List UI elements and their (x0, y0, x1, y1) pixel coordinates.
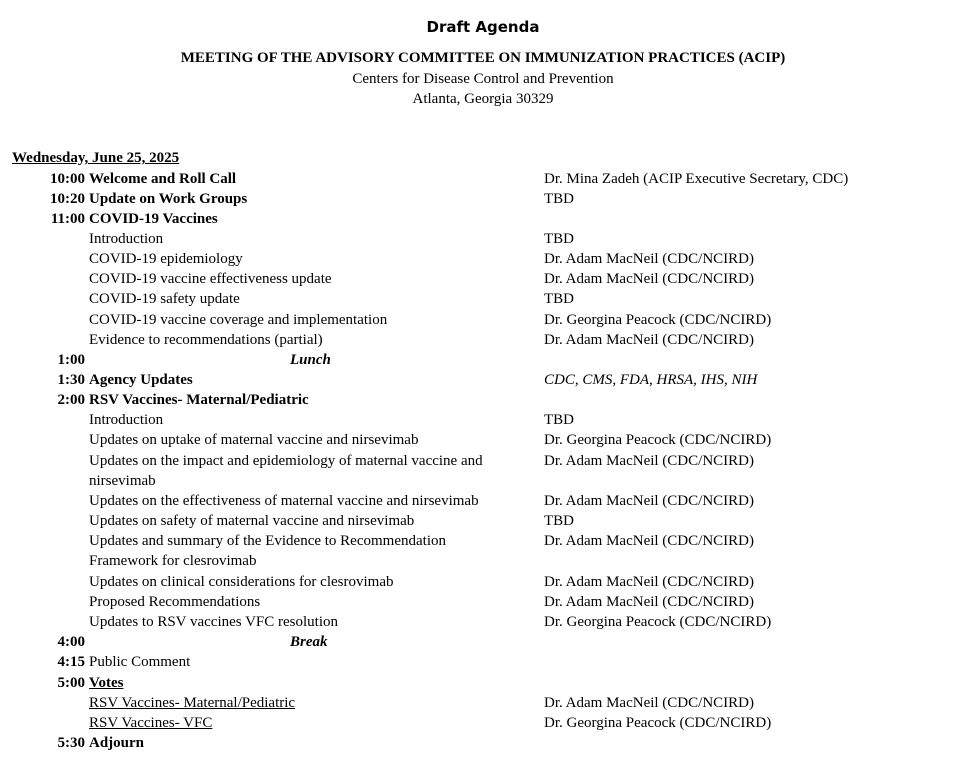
agenda-item-continuation: nirsevimab (89, 473, 156, 489)
agenda-break-row (0, 632, 966, 652)
agenda-subitem (0, 511, 966, 531)
agenda-item: Introduction (89, 231, 164, 247)
agenda-item: Updates on the effectiveness of maternal vaccine and nirsevimab (89, 493, 479, 509)
agenda-item: Public Comment (89, 654, 191, 670)
break-label: Break (290, 634, 328, 650)
agenda-subitem (0, 612, 966, 632)
agenda-subitem (0, 330, 966, 350)
agenda-speaker: TBD (544, 291, 574, 307)
agenda-item: Updates and summary of the Evidence to Recommendation (89, 533, 446, 549)
agenda-item: Updates on uptake of maternal vaccine and nirsevimab (89, 432, 419, 448)
agenda-subitem (0, 229, 966, 249)
agenda-item: Updates on safety of maternal vaccine and nirsevimab (89, 513, 415, 529)
agenda-item: Introduction (89, 412, 164, 428)
agenda-speaker: Dr. Adam MacNeil (CDC/NCIRD) (544, 695, 754, 711)
organization: Centers for Disease Control and Prevention (352, 71, 614, 87)
agenda-item: Evidence to recommendations (partial) (89, 332, 323, 348)
agenda-subitem (0, 531, 966, 551)
agenda-speaker: CDC, CMS, FDA, HRSA, IHS, NIH (544, 372, 758, 388)
agenda-speaker: Dr. Georgina Peacock (CDC/NCIRD) (544, 312, 772, 328)
agenda-speaker: Dr. Mina Zadeh (ACIP Executive Secretary, CDC) (544, 171, 849, 187)
agenda-row (0, 390, 966, 410)
agenda-time: 4:15 (57, 654, 85, 670)
agenda-time: 4:00 (57, 634, 85, 650)
agenda-speaker: Dr. Adam MacNeil (CDC/NCIRD) (544, 493, 754, 509)
agenda-speaker: Dr. Adam MacNeil (CDC/NCIRD) (544, 332, 754, 348)
agenda-time: 1:30 (57, 372, 85, 388)
agenda-time: 10:00 (50, 171, 85, 187)
agenda-subitem (0, 430, 966, 450)
agenda-row (0, 673, 966, 693)
lunch-label: Lunch (290, 352, 331, 368)
agenda-time: 11:00 (50, 211, 85, 227)
agenda-time: 2:00 (57, 392, 85, 408)
agenda-row (0, 209, 966, 229)
agenda-subitem (0, 451, 966, 471)
agenda-item: Updates on the impact and epidemiology of maternal vaccine and (89, 453, 483, 469)
agenda-item: Agency Updates (89, 372, 193, 388)
agenda-subitem-continuation (0, 551, 966, 571)
meeting-date: Wednesday, June 25, 2025 (12, 150, 180, 166)
agenda-subitem (0, 410, 966, 430)
agenda-speaker: Dr. Adam MacNeil (CDC/NCIRD) (544, 574, 754, 590)
agenda-speaker: Dr. Adam MacNeil (CDC/NCIRD) (544, 271, 754, 287)
agenda-subitem-continuation (0, 471, 966, 491)
agenda-item: COVID-19 Vaccines (89, 211, 218, 227)
agenda-speaker: Dr. Georgina Peacock (CDC/NCIRD) (544, 614, 772, 630)
agenda-item: COVID-19 safety update (89, 291, 240, 307)
agenda-speaker: Dr. Adam MacNeil (CDC/NCIRD) (544, 453, 754, 469)
agenda-item: Updates on clinical considerations for clesrovimab (89, 574, 394, 590)
agenda-speaker: TBD (544, 231, 574, 247)
agenda-item: Adjourn (89, 735, 145, 751)
agenda-item-continuation: Framework for clesrovimab (89, 553, 257, 569)
agenda-speaker: Dr. Adam MacNeil (CDC/NCIRD) (544, 594, 754, 610)
agenda-row (0, 189, 966, 209)
agenda-subitem (0, 592, 966, 612)
agenda-time: 1:00 (57, 352, 85, 368)
agenda-row (0, 652, 966, 672)
agenda-time: 10:20 (50, 191, 85, 207)
agenda-subitem (0, 310, 966, 330)
agenda-speaker: Dr. Adam MacNeil (CDC/NCIRD) (544, 533, 754, 549)
agenda-item: Updates to RSV vaccines VFC resolution (89, 614, 339, 630)
meeting-name: MEETING OF THE ADVISORY COMMITTEE ON IMMUNIZATION PRACTICES (ACIP) (180, 50, 786, 66)
agenda-time: 5:00 (57, 675, 85, 691)
agenda-subitem (0, 572, 966, 592)
agenda-item: Update on Work Groups (89, 191, 248, 207)
agenda-subitem (0, 693, 966, 713)
agenda-item: Welcome and Roll Call (89, 171, 237, 187)
agenda-speaker: TBD (544, 412, 574, 428)
agenda-subitem (0, 289, 966, 309)
agenda-item: COVID-19 vaccine coverage and implementation (89, 312, 388, 328)
document-title: Draft Agenda (426, 18, 540, 36)
agenda-item: COVID-19 vaccine effectiveness update (89, 271, 332, 287)
agenda-subitem (0, 249, 966, 269)
agenda-speaker: TBD (544, 191, 574, 207)
agenda-item: RSV Vaccines- Maternal/Pediatric (89, 392, 309, 408)
agenda-item: Votes (89, 675, 124, 691)
agenda-speaker: Dr. Georgina Peacock (CDC/NCIRD) (544, 432, 772, 448)
agenda-speaker: Dr. Georgina Peacock (CDC/NCIRD) (544, 715, 772, 731)
agenda-row (0, 370, 966, 390)
agenda-item: COVID-19 epidemiology (89, 251, 243, 267)
agenda-item: RSV Vaccines- VFC (89, 715, 213, 731)
agenda-item: Proposed Recommendations (89, 594, 261, 610)
agenda-break-row (0, 350, 966, 370)
location: Atlanta, Georgia 30329 (412, 91, 554, 107)
agenda-speaker: TBD (544, 513, 574, 529)
agenda-item: RSV Vaccines- Maternal/Pediatric (89, 695, 296, 711)
agenda-time: 5:30 (57, 735, 85, 751)
agenda-row (0, 169, 966, 189)
agenda-speaker: Dr. Adam MacNeil (CDC/NCIRD) (544, 251, 754, 267)
agenda-subitem (0, 713, 966, 733)
agenda-subitem (0, 491, 966, 511)
agenda-subitem (0, 269, 966, 289)
agenda-row (0, 733, 966, 753)
